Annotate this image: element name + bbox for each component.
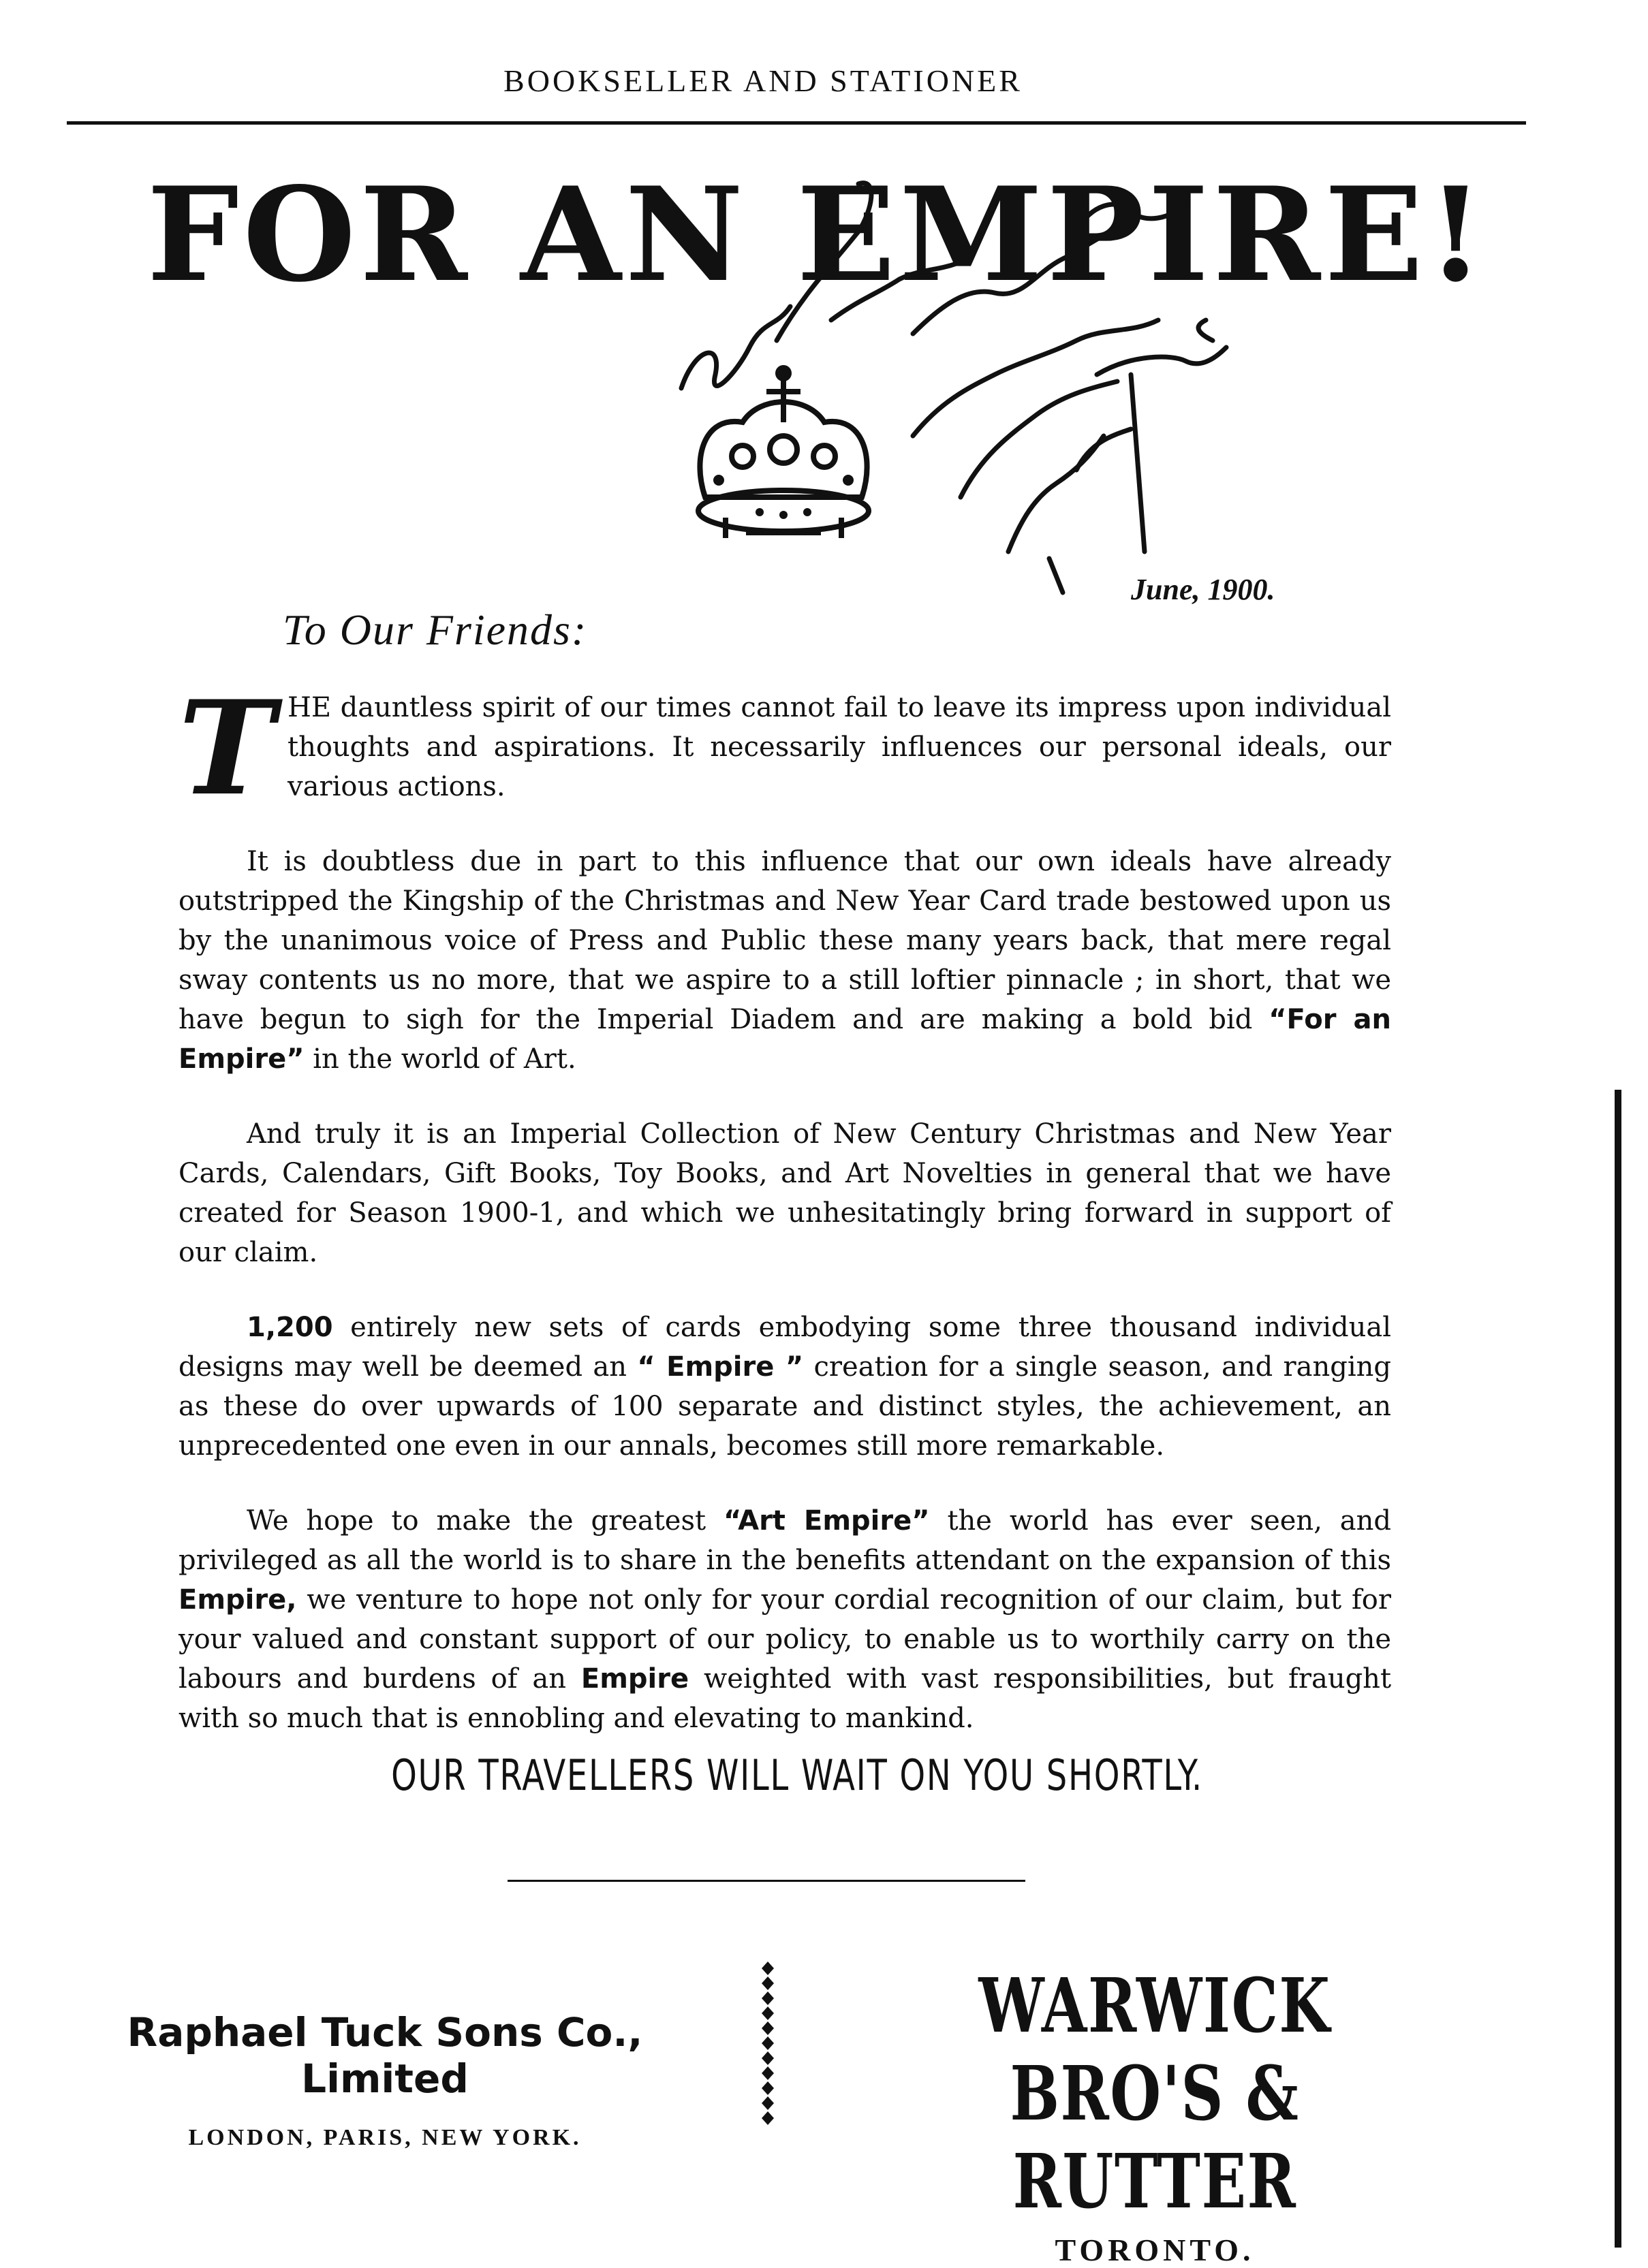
paragraph-5-emphasis-2: Empire, bbox=[178, 1584, 297, 1616]
paragraph-5-text-b: the world has ever seen, and privileged as all the world is to share in the benefits attendant on the expansion of this bbox=[178, 1505, 1392, 1576]
paragraph-4-emphasis: “ Empire ” bbox=[637, 1351, 804, 1383]
drop-cap: T bbox=[178, 672, 275, 824]
section-rule bbox=[508, 1880, 1025, 1882]
travellers-notice: OUR TRAVELLERS WILL WAIT ON YOU SHORTLY. bbox=[391, 1750, 1203, 1800]
paragraph-3: And truly it is an Imperial Collection of New Century Christmas and New Year Cards, Calendars, Gift Books, Toy Books, and Art Novelties in general that we have created for Season 1900-1, and which we unhesitatingly bring forward in support of our claim. bbox=[178, 1118, 1391, 1268]
page-edge bbox=[1615, 1090, 1621, 2248]
paragraph-2 bbox=[178, 842, 1391, 1079]
headline: FOR AN EMPIRE! bbox=[146, 159, 1489, 311]
running-head: BOOKSELLER AND STATIONER bbox=[503, 63, 1023, 98]
publisher-tuck-cities: LONDON, PARIS, NEW YORK. bbox=[188, 2125, 582, 2150]
publisher-warwick-name: WARWICK BRO'S & RUTTER bbox=[978, 1962, 1331, 2225]
publisher-tuck bbox=[41, 2009, 729, 2151]
paragraph-5-text-a: We hope to make the greatest bbox=[247, 1505, 706, 1537]
paragraph-4-text-a: entirely new sets of cards embodying some three thousand individual designs may well be deemed an bbox=[178, 1312, 1392, 1383]
paragraph-5-text-c: we venture to hope not only for your cordial recognition of our claim, but for your valued and constant support of our policy, to enable us to worthily carry on the labours and burdens of an bbox=[178, 1584, 1392, 1695]
paragraph-5-emphasis-1: “Art Empire” bbox=[723, 1505, 930, 1537]
letter-body bbox=[178, 672, 1392, 1774]
paragraph-1-text: HE dauntless spirit of our times cannot fail to leave its impress upon individual thoughts and aspirations. It necessarily influences our personal ideals, our various actions. bbox=[287, 692, 1391, 802]
paragraph-4 bbox=[178, 1308, 1391, 1466]
paragraph-2-emphasis: “For an Empire” bbox=[178, 1004, 1392, 1075]
ornamental-divider bbox=[758, 1962, 778, 2132]
paragraph-2-text-a: It is doubtless due in part to this influence that our own ideals have already outstripped the Kingship of the Christmas and New Year Card trade bestowed upon us by the unanimous voice of Press and Public these many years back, that mere regal sway contents us no more, that we aspire to a still loftier pinnacle ; in short, that we have begun to sigh for the Imperial Diadem and are making a bold bid bbox=[178, 846, 1391, 1035]
paragraph-5-emphasis-3: Empire bbox=[580, 1663, 689, 1695]
paragraph-5 bbox=[178, 1501, 1391, 1738]
paragraph-4-number: 1,200 bbox=[247, 1312, 333, 1343]
paragraph-2-text-b: in the world of Art. bbox=[313, 1043, 576, 1075]
salutation: To Our Friends: bbox=[283, 605, 588, 654]
publisher-tuck-name: Raphael Tuck Sons Co., Limited bbox=[127, 2009, 643, 2102]
publisher-warwick bbox=[783, 1962, 1526, 2268]
paragraph-4-text-b: creation for a single season, and ranging as these do over upwards of 100 separate and distinct styles, the achievement, an unprecedented one even in our annals, becomes still more remarkable. bbox=[178, 1351, 1392, 1462]
publisher-warwick-city: TORONTO. bbox=[1055, 2233, 1255, 2267]
paragraph-5-text-d: weighted with vast responsibilities, but fraught with so much that is ennobling and elevating to mankind. bbox=[178, 1663, 1392, 1734]
date: June, 1900. bbox=[1131, 573, 1275, 606]
paragraph-1 bbox=[178, 672, 1391, 824]
